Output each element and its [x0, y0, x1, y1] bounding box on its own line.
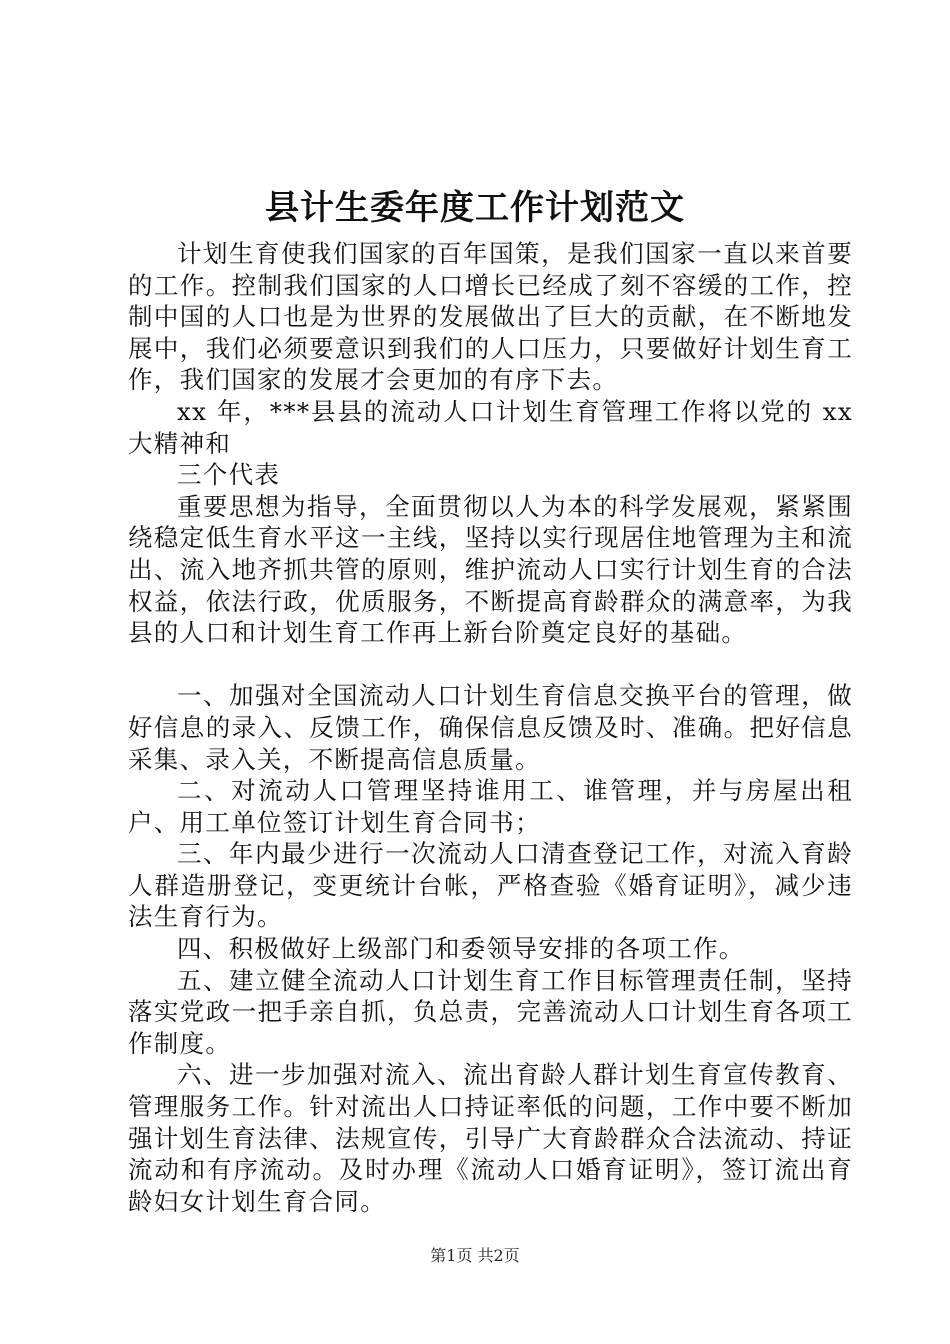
- blank-line: [128, 649, 853, 681]
- paragraph-item-3: 三、年内最少进行一次流动人口清查登记工作，对流入育龄人群造册登记，变更统计台帐，严格查验《婚育证明》，减少违法生育行为。: [128, 839, 853, 932]
- page-footer: 第1页 共2页: [430, 1246, 520, 1265]
- paragraph-item-1: 一、加强对全国流动人口计划生育信息交换平台的管理，做好信息的录入、反馈工作，确保信息反馈及时、准确。把好信息采集、录入关，不断提高信息质量。: [128, 681, 853, 774]
- document-body: [128, 238, 853, 1217]
- paragraph-year-plan: xx 年，***县县的流动人口计划生育管理工作将以党的 xx 大精神和: [128, 396, 853, 458]
- paragraph-item-2: 二、对流动人口管理坚持谁用工、谁管理，并与房屋出租户、用工单位签订计划生育合同书；: [128, 776, 853, 837]
- document-title: 县计生委年度工作计划范文: [265, 188, 685, 228]
- paragraph-item-4: 四、积极做好上级部门和委领导安排的各项工作。: [177, 934, 745, 964]
- paragraph-guiding-thought: 重要思想为指导，全面贯彻以人为本的科学发展观，紧紧围绕稳定低生育水平这一主线，坚持以实行现居住地管理为主和流出、流入地齐抓共管的原则，维护流动人口实行计划生育的合法权益，依法行政，优质服务，不断提高育龄群众的满意率，为我县的人口和计划生育工作再上新台阶奠定良好的基础。: [128, 491, 853, 648]
- paragraph-three-represents: 三个代表: [177, 460, 281, 490]
- paragraph-intro: 计划生育使我们国家的百年国策，是我们国家一直以来首要的工作。控制我们国家的人口增长已经成了刻不容缓的工作，控制中国的人口也是为世界的发展做出了巨大的贡献，在不断地发展中，我们必须要意识到我们的人口压力，只要做好计划生育工作，我们国家的发展才会更加的有序下去。: [128, 239, 853, 395]
- paragraph-item-6: 六、进一步加强对流入、流出育龄人群计划生育宣传教育、管理服务工作。针对流出人口持证率低的问题，工作中要不断加强计划生育法律、法规宣传，引导广大育龄群众合法流动、持证流动和有序流动。及时办理《流动人口婚育证明》，签订流出育龄妇女计划生育合同。: [128, 1060, 853, 1216]
- paragraph-item-5: 五、建立健全流动人口计划生育工作目标管理责任制，坚持落实党政一把手亲自抓，负总责，完善流动人口计划生育各项工作制度。: [128, 965, 853, 1058]
